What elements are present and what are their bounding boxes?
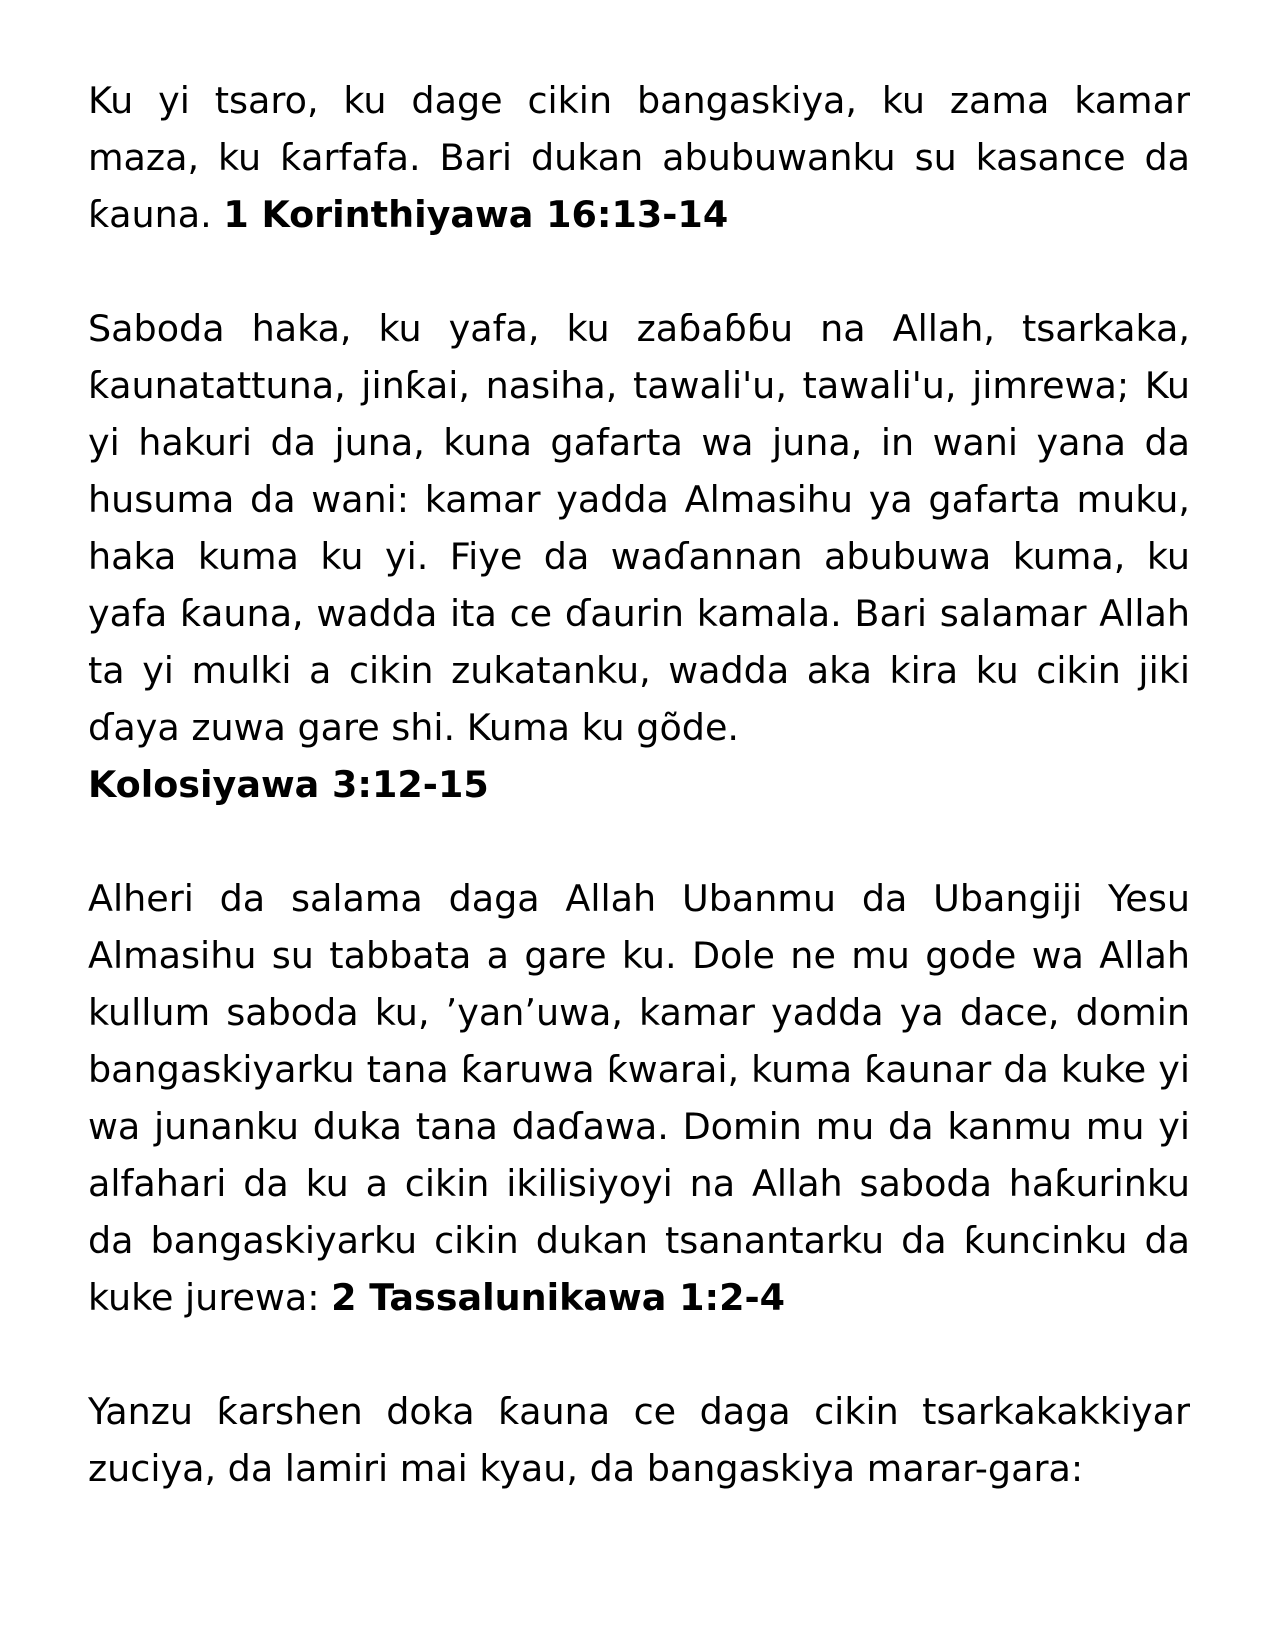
verse-reference: Kolosiyawa 3:12-15 — [88, 763, 489, 806]
document-body — [88, 72, 1190, 1554]
verse-paragraph — [88, 72, 1190, 243]
verse-text: Alheri da salama daga Allah Ubanmu da Ubangiji Yesu Almasihu su tabbata a gare ku. Dole ne mu gode wa Allah kullum saboda ku, ’yan’uwa, kamar yadda ya dace, domin bangaskiyarku tana ƙaruwa ƙwarai, kuma ƙaunar da kuke yi wa junanku duka tana daɗawa. Domin mu da kanmu mu yi alfahari da ku a cikin ikilisiyoyi na Allah saboda haƙurinku da bangaskiyarku cikin dukan tsanantarku da ƙuncinku da kuke jurewa: — [88, 877, 1190, 1319]
verse-text: Ku yi tsaro, ku dage cikin bangaskiya, ku zama kamar maza, ku ƙarfafa. Bari dukan abubuwanku su kasance da ƙauna. — [88, 79, 1190, 236]
verse-reference: 2 Tassalunikawa 1:2-4 — [331, 1276, 786, 1319]
verse-text: Saboda haka, ku yafa, ku zaɓaɓɓu na Allah, tsarkaka, ƙaunatattuna, jinƙai, nasiha, tawali'u, tawali'u, jimrewa; Ku yi hakuri da juna, kuna gafarta wa juna, in wani yana da husuma da wani: kamar yadda Almasihu ya gafarta muku, haka kuma ku yi. Fiye da waɗannan abubuwa kuma, ku yafa ƙauna, wadda ita ce ɗaurin kamala. Bari salamar Allah ta yi mulki a cikin zukatanku, wadda aka kira ku cikin jiki ɗaya zuwa gare shi. Kuma ku gõde. — [88, 307, 1190, 749]
verse-reference: 1 Korinthiyawa 16:13-14 — [223, 193, 729, 236]
verse-paragraph — [88, 1383, 1190, 1497]
verse-paragraph — [88, 870, 1190, 1326]
verse-paragraph — [88, 300, 1190, 813]
verse-text: Yanzu ƙarshen doka ƙauna ce daga cikin tsarkakakkiyar zuciya, da lamiri mai kyau, da bangaskiya marar-gara: — [88, 1390, 1190, 1490]
